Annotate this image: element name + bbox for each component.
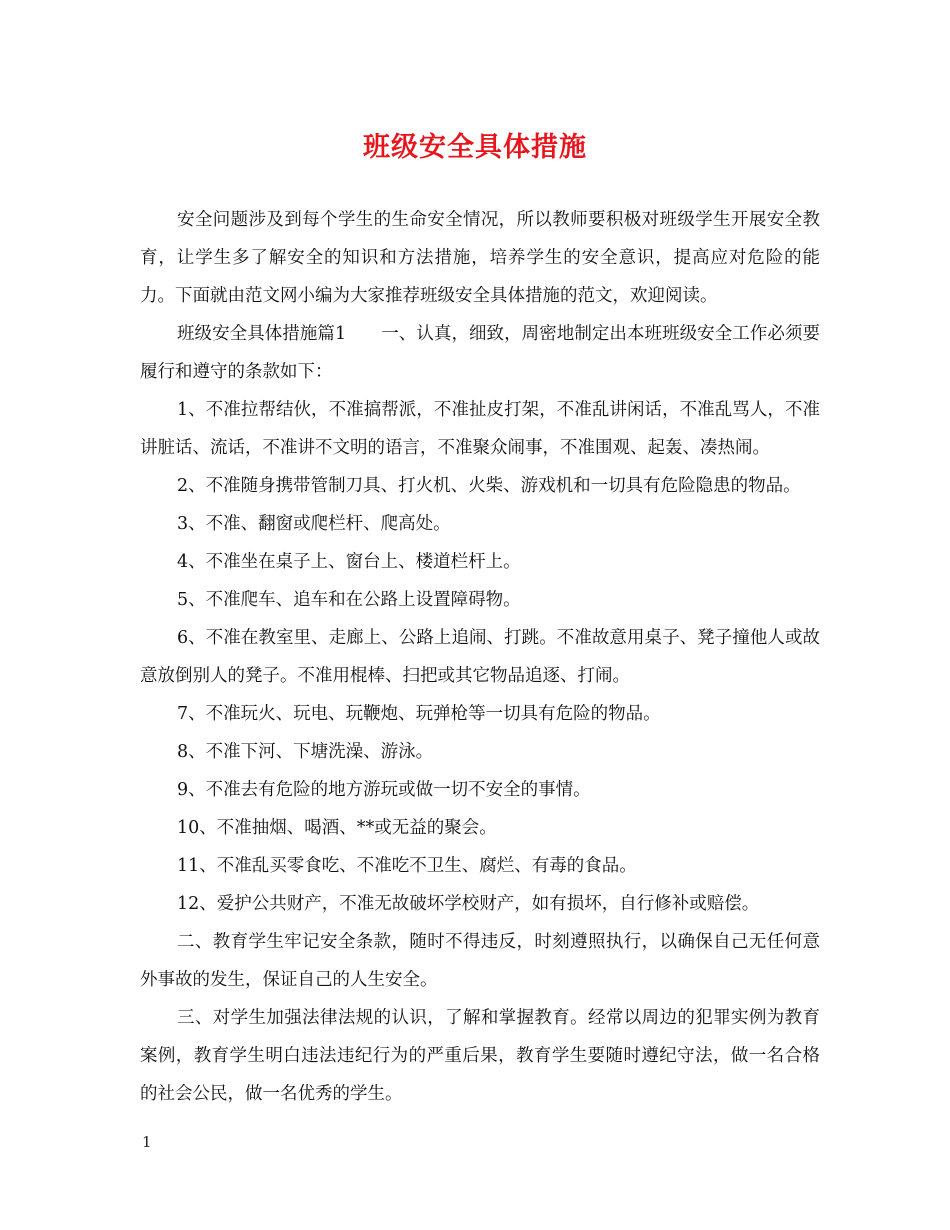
paragraph-rule-8: 8、不准下河、下塘洗澡、游泳。	[177, 742, 434, 762]
paragraph-section-2: 二、教育学生牢记安全条款，随时不得违反，时刻遵照执行，以确保自己无任何意外事故的发生，保证自己的人生安全。	[140, 932, 820, 990]
paragraph-rule-6: 6、不准在教室里、走廊上、公路上追闹、打跳。不准故意用桌子、凳子撞他人或故意放倒别人的凳子。不准用棍棒、扫把或其它物品追逐、打闹。	[140, 628, 820, 686]
paragraph-intro: 安全问题涉及到每个学生的生命安全情况，所以教师要积极对班级学生开展安全教育，让学生多了解安全的知识和方法措施，培养学生的安全意识，提高应对危险的能力。下面就由范文网小编为大家推荐班级安全具体措施的范文，欢迎阅读。	[140, 210, 820, 306]
paragraph-rule-9: 9、不准去有危险的地方游玩或做一切不安全的事情。	[177, 780, 591, 800]
document-title: 班级安全具体措施	[363, 132, 587, 163]
paragraph-rule-11: 11、不准乱买零食吃、不准吃不卫生、腐烂、有毒的食品。	[177, 856, 637, 876]
paragraph-section-3: 三、对学生加强法律法规的认识，了解和掌握教育。经常以周边的犯罪实例为教育案例，教育学生明白违法违纪行为的严重后果，教育学生要随时遵纪守法，做一名合格的社会公民，做一名优秀的学生。	[140, 1008, 820, 1104]
paragraph-rule-12: 12、爱护公共财产，不准无故破坏学校财产，如有损坏，自行修补或赔偿。	[177, 894, 760, 914]
page-number: 1	[142, 1133, 152, 1151]
document-body	[140, 201, 820, 1113]
paragraph-rule-3: 3、不准、翻窗或爬栏杆、爬高处。	[177, 514, 451, 534]
paragraph-rule-10: 10、不准抽烟、喝酒、**或无益的聚会。	[177, 818, 497, 838]
paragraph-rule-2: 2、不准随身携带管制刀具、打火机、火柴、游戏机和一切具有危险隐患的物品。	[177, 476, 801, 496]
paragraph-section-1: 班级安全具体措施篇1 一、认真，细致，周密地制定出本班班级安全工作必须要履行和遵守的条款如下：	[140, 324, 820, 382]
paragraph-rule-5: 5、不准爬车、追车和在公路上设置障碍物。	[177, 590, 521, 610]
paragraph-rule-1: 1、不准拉帮结伙，不准搞帮派，不准扯皮打架，不准乱讲闲话，不准乱骂人，不准讲脏话、流话，不准讲不文明的语言，不准聚众闹事，不准围观、起轰、凑热闹。	[140, 400, 820, 458]
paragraph-rule-7: 7、不准玩火、玩电、玩鞭炮、玩弹枪等一切具有危险的物品。	[177, 704, 661, 724]
paragraph-rule-4: 4、不准坐在桌子上、窗台上、楼道栏杆上。	[177, 552, 521, 572]
